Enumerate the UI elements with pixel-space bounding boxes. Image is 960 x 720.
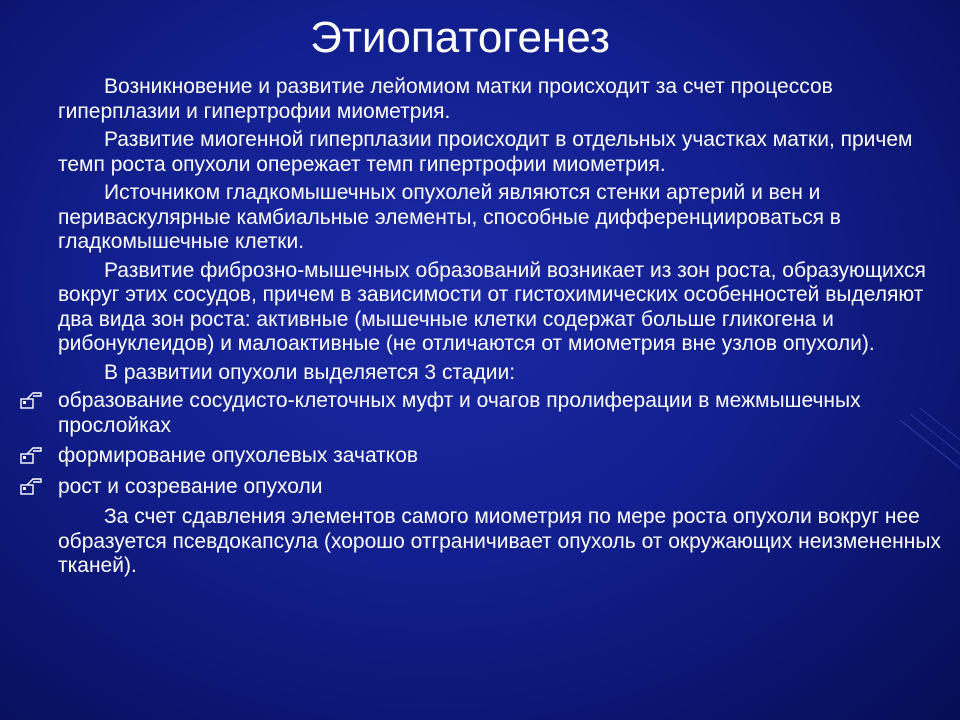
stage-item-2 — [58, 444, 948, 469]
paragraph-2: Развитие миогенной гиперплазии происходит в отдельных участках матки, причем темп роста опухоли опережает темп гипертрофии миометрия. — [58, 128, 913, 176]
folder-bullet-icon — [20, 392, 42, 410]
closing-paragraph: За счет сдавления элементов самого миометрия по мере роста опухоли вокруг нее образуется псевдокапсула (хорошо отграничивает опухоль от окружающих неизмененных тканей). — [58, 505, 941, 577]
slide-title: Этиопатогенез — [310, 13, 610, 62]
stage-item-1 — [58, 389, 948, 438]
stage-text-1: образование сосудисто-клеточных муфт и очагов пролиферации в межмышечных прослойках — [58, 389, 861, 437]
slide-content — [58, 75, 948, 583]
stage-text-2: формирование опухолевых зачатков — [58, 444, 419, 467]
paragraph-3: Источником гладкомышечных опухолей являются стенки артерий и вен и периваскулярные камбиальные элементы, способные дифференциироваться в гладкомышечные клетки. — [58, 181, 841, 253]
paragraph-1: Возникновение и развитие лейомиом матки происходит за счет процессов гиперплазии и гипертрофии миометрия. — [58, 75, 833, 123]
paragraph-5: В развитии опухоли выделяется 3 стадии: — [104, 360, 516, 384]
paragraph-4: Развитие фиброзно-мышечных образований возникает из зон роста, образующихся вокруг этих сосудов, причем в зависимости от гистохимических особенностей выделяют два вида зон роста: активные (мышечные клетки содержат больше гликогена и рибонуклеидов) и малоактивные (не отличаются от миометрия вне узлов опухоли). — [58, 258, 926, 355]
stage-text-3: рост и созревание опухоли — [58, 474, 323, 498]
folder-bullet-icon — [20, 478, 42, 496]
folder-bullet-icon — [20, 447, 42, 465]
stage-item-3 — [58, 475, 948, 500]
